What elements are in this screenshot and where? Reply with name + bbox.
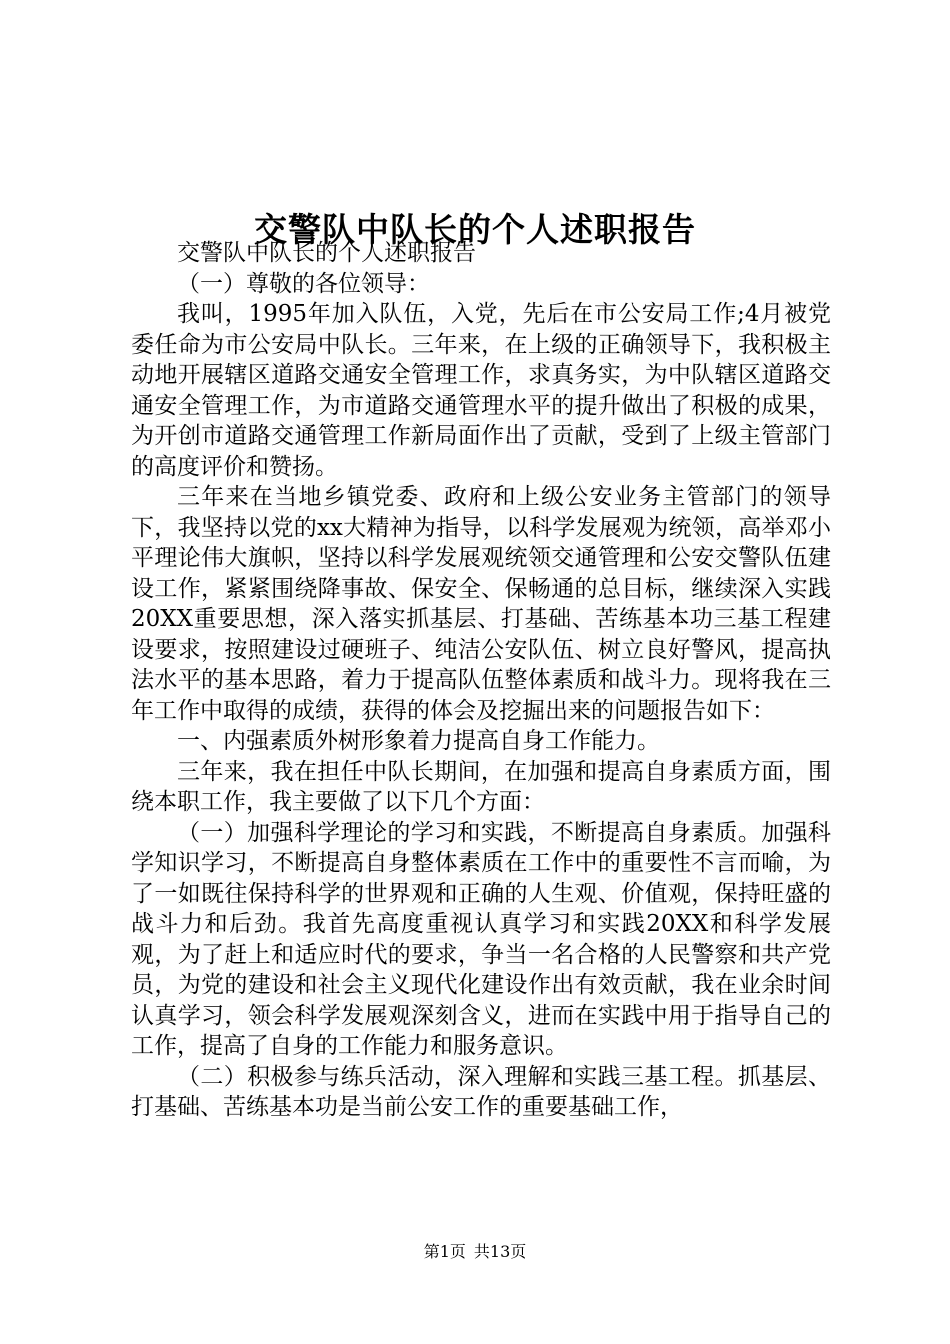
- paragraph: 交警队中队长的个人述职报告: [177, 240, 476, 266]
- paragraph: （一）加强科学理论的学习和实践，不断提高自身素质。加强科学知识学习，不断提高自身整体素质在工作中的重要性不言而喻，为了一如既往保持科学的世界观和正确的人生观、价值观，保持旺盛的战斗力和后劲。我首先高度重视认真学习和实践20XX和科学发展观，为了赶上和适应时代的要求，争当一名合格的人民警察和共产党员，为党的建设和社会主义现代化建设作出有效贡献，我在业余时间认真学习，领会科学发展观深刻含义，进而在实践中用于指导自己的工作，提高了自身的工作能力和服务意识。: [131, 819, 831, 1059]
- document-body: [131, 238, 831, 1123]
- page-total: 共13页: [473, 1242, 527, 1261]
- page-number: 第1页: [423, 1242, 466, 1261]
- paragraph: 三年来，我在担任中队长期间，在加强和提高自身素质方面，围绕本职工作，我主要做了以下几个方面：: [131, 758, 831, 815]
- paragraph: 我叫，1995年加入队伍，入党，先后在市公安局工作;4月被党委任命为市公安局中队长。三年来，在上级的正确领导下，我积极主动地开展辖区道路交通安全管理工作，求真务实，为中队辖区道路交通安全管理工作，为市道路交通管理水平的提升做出了积极的成果，为开创市道路交通管理工作新局面作出了贡献，受到了上级主管部门的高度评价和赞扬。: [131, 301, 831, 480]
- page-footer: [0, 1240, 950, 1264]
- paragraph: （一）尊敬的各位领导：: [177, 270, 430, 297]
- paragraph: （二）积极参与练兵活动，深入理解和实践三基工程。抓基层、打基础、苦练基本功是当前公安工作的重要基础工作，: [131, 1063, 831, 1120]
- paragraph: 一、内强素质外树形象着力提高自身工作能力。: [177, 728, 660, 754]
- document-title: 交警队中队长的个人述职报告: [254, 210, 696, 250]
- paragraph: 三年来在当地乡镇党委、政府和上级公安业务主管部门的领导下，我坚持以党的xx大精神为指导，以科学发展观为统领，高举邓小平理论伟大旗帜，坚持以科学发展观统领交通管理和公安交警队伍建设工作，紧紧围绕降事故、保安全、保畅通的总目标，继续深入实践20XX重要思想，深入落实抓基层、打基础、苦练基本功三基工程建设要求，按照建设过硬班子、纯洁公安队伍、树立良好警风，提高执法水平的基本思路，着力于提高队伍整体素质和战斗力。现将我在三年工作中取得的成绩，获得的体会及挖掘出来的问题报告如下：: [131, 484, 831, 724]
